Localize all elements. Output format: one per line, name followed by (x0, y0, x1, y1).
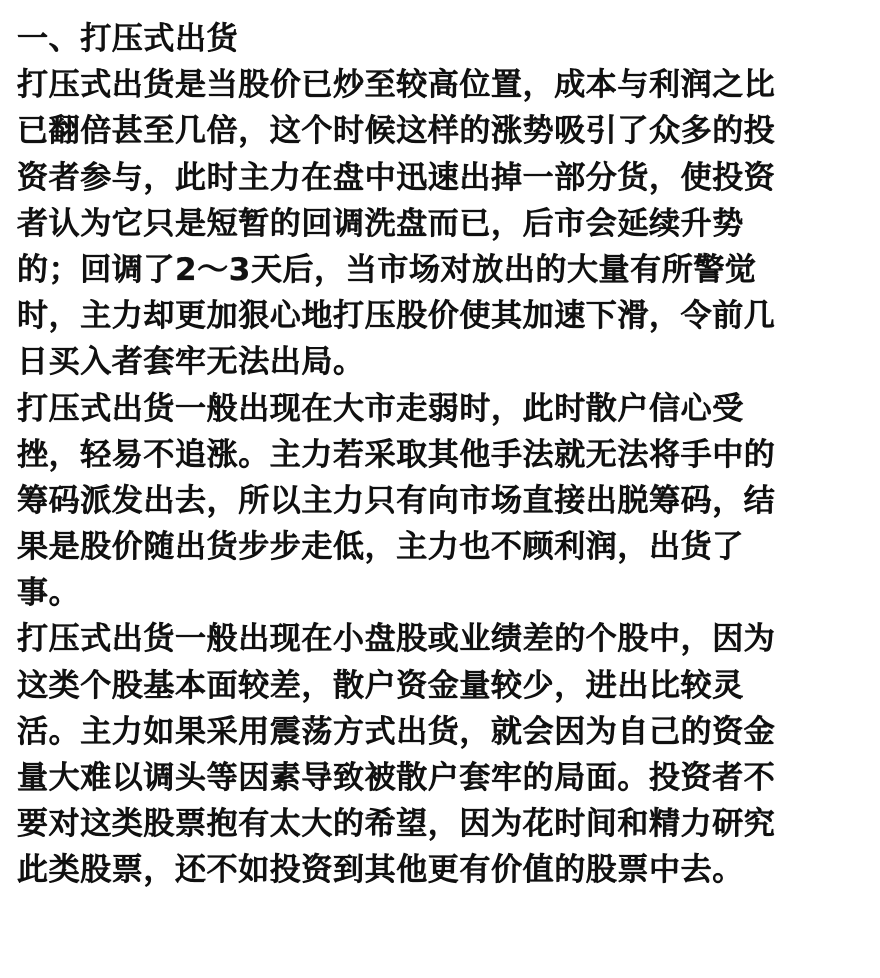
paragraph-line: 时，主力却更加狠心地打压股价使其加速下滑，令前几 (17, 298, 776, 335)
paragraph-line: 已翻倍甚至几倍，这个时候这样的涨势吸引了众多的投 (17, 113, 776, 150)
section-heading: 一、打压式出货 (17, 21, 239, 57)
paragraph-line: 者认为它只是短暂的回调洗盘而已，后市会延续升势 (17, 205, 744, 242)
paragraph-line: 打压式出货是当股价已炒至较高位置，成本与利润之比 (17, 67, 776, 104)
paragraph-line: 这类个股基本面较差，散户资金量较少，进出比较灵 (17, 667, 744, 704)
paragraph-line: 打压式出货一般出现在大市走弱时，此时散户信心受 (17, 390, 744, 427)
paragraph-line: 活。主力如果采用震荡方式出货，就会因为自己的资金 (17, 713, 776, 750)
paragraph-line: 日买入者套牢无法出局。 (17, 344, 365, 381)
paragraph-line: 挫，轻易不追涨。主力若采取其他手法就无法将手中的 (17, 436, 776, 473)
paragraph-line: 事。 (17, 575, 81, 612)
paragraph-line: 筹码派发出去，所以主力只有向市场直接出脱筹码，结 (17, 482, 776, 519)
paragraph-line: 量大难以调头等因素导致被散户套牢的局面。投资者不 (17, 760, 776, 796)
paragraph-line: 打压式出货一般出现在小盘股或业绩差的个股中，因为 (17, 621, 776, 658)
paragraph-line: 要对这类股票抱有太大的希望，因为花时间和精力研究 (17, 806, 776, 843)
paragraph-line: 此类股票，还不如投资到其他更有价值的股票中去。 (17, 852, 744, 889)
paragraph-line: 的；回调了2～3天后，当市场对放出的大量有所警觉 (17, 251, 757, 288)
paragraph-line: 果是股价随出货步步走低，主力也不顾利润，出货了 (17, 529, 744, 566)
paragraph-line: 资者参与，此时主力在盘中迅速出掉一部分货，使投资 (17, 159, 776, 196)
